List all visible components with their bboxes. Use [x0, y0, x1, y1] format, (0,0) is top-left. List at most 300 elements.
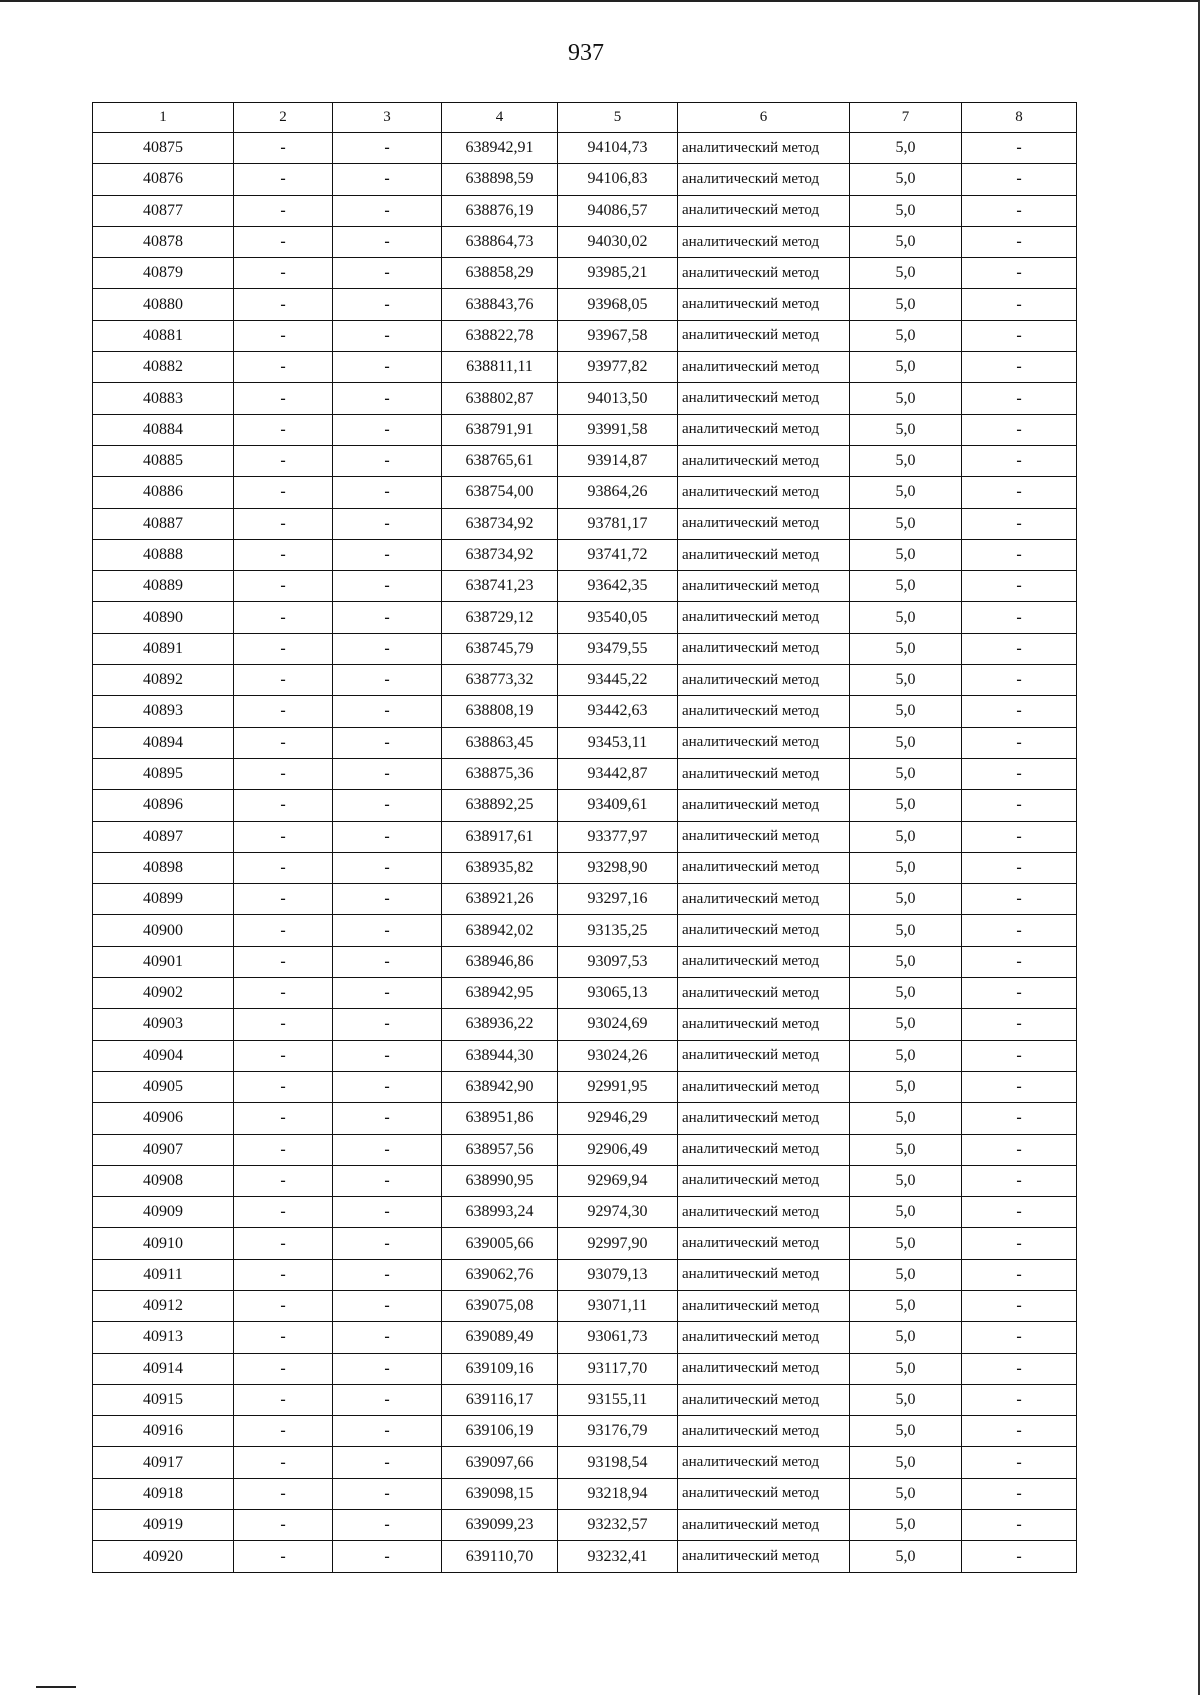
cell-col-2: -: [234, 477, 333, 508]
cell-point-number: 40903: [93, 1009, 234, 1040]
table-row: [93, 445, 1077, 476]
cell-col-8: -: [962, 1165, 1077, 1196]
cell-point-number: 40902: [93, 978, 234, 1009]
cell-col-3: -: [333, 1416, 442, 1447]
cell-coordinate-x: 638822,78: [442, 320, 558, 351]
cell-coordinate-y: 94086,57: [558, 195, 678, 226]
cell-col-3: -: [333, 258, 442, 289]
column-header-4: 4: [442, 103, 558, 133]
cell-col-8: -: [962, 477, 1077, 508]
cell-col-2: -: [234, 1353, 333, 1384]
cell-coordinate-x: 638990,95: [442, 1165, 558, 1196]
cell-col-2: -: [234, 1290, 333, 1321]
cell-col-2: -: [234, 884, 333, 915]
table-body: [93, 133, 1077, 1573]
cell-coordinate-x: 639005,66: [442, 1228, 558, 1259]
cell-col-3: -: [333, 1290, 442, 1321]
cell-method: аналитический метод: [678, 1384, 850, 1415]
table-container: [92, 102, 1076, 1573]
cell-accuracy: 5,0: [850, 727, 962, 758]
cell-point-number: 40884: [93, 414, 234, 445]
cell-col-3: -: [333, 571, 442, 602]
cell-coordinate-x: 638942,90: [442, 1071, 558, 1102]
cell-accuracy: 5,0: [850, 978, 962, 1009]
cell-accuracy: 5,0: [850, 320, 962, 351]
table-row: [93, 884, 1077, 915]
cell-coordinate-x: 638745,79: [442, 633, 558, 664]
cell-method: аналитический метод: [678, 1228, 850, 1259]
cell-col-2: -: [234, 602, 333, 633]
cell-col-8: -: [962, 258, 1077, 289]
cell-method: аналитический метод: [678, 852, 850, 883]
table-row: [93, 1103, 1077, 1134]
cell-accuracy: 5,0: [850, 665, 962, 696]
cell-col-8: -: [962, 1416, 1077, 1447]
cell-coordinate-y: 93985,21: [558, 258, 678, 289]
column-header-5: 5: [558, 103, 678, 133]
cell-col-8: -: [962, 633, 1077, 664]
cell-accuracy: 5,0: [850, 414, 962, 445]
cell-coordinate-y: 93967,58: [558, 320, 678, 351]
table-row: [93, 852, 1077, 883]
cell-point-number: 40877: [93, 195, 234, 226]
cell-col-2: -: [234, 164, 333, 195]
cell-coordinate-y: 93079,13: [558, 1259, 678, 1290]
cell-coordinate-y: 92969,94: [558, 1165, 678, 1196]
cell-method: аналитический метод: [678, 821, 850, 852]
cell-col-3: -: [333, 696, 442, 727]
cell-col-3: -: [333, 915, 442, 946]
cell-col-3: -: [333, 164, 442, 195]
cell-coordinate-x: 638802,87: [442, 383, 558, 414]
cell-coordinate-y: 93176,79: [558, 1416, 678, 1447]
cell-col-3: -: [333, 758, 442, 789]
table-row: [93, 164, 1077, 195]
table-row: [93, 1071, 1077, 1102]
cell-coordinate-x: 638875,36: [442, 758, 558, 789]
table-row: [93, 571, 1077, 602]
cell-col-2: -: [234, 1322, 333, 1353]
cell-point-number: 40891: [93, 633, 234, 664]
cell-col-3: -: [333, 1165, 442, 1196]
cell-col-2: -: [234, 1510, 333, 1541]
cell-accuracy: 5,0: [850, 1197, 962, 1228]
cell-accuracy: 5,0: [850, 1510, 962, 1541]
cell-col-3: -: [333, 1040, 442, 1071]
cell-col-8: -: [962, 852, 1077, 883]
cell-point-number: 40920: [93, 1541, 234, 1572]
column-header-7: 7: [850, 103, 962, 133]
cell-coordinate-y: 93377,97: [558, 821, 678, 852]
cell-col-2: -: [234, 978, 333, 1009]
cell-col-2: -: [234, 383, 333, 414]
cell-coordinate-y: 92974,30: [558, 1197, 678, 1228]
cell-point-number: 40918: [93, 1478, 234, 1509]
cell-point-number: 40893: [93, 696, 234, 727]
cell-col-2: -: [234, 571, 333, 602]
cell-col-2: -: [234, 320, 333, 351]
cell-col-3: -: [333, 1384, 442, 1415]
table-row: [93, 258, 1077, 289]
cell-col-3: -: [333, 477, 442, 508]
cell-point-number: 40906: [93, 1103, 234, 1134]
cell-method: аналитический метод: [678, 1290, 850, 1321]
cell-method: аналитический метод: [678, 1040, 850, 1071]
cell-col-2: -: [234, 1384, 333, 1415]
cell-col-8: -: [962, 1447, 1077, 1478]
cell-accuracy: 5,0: [850, 1071, 962, 1102]
cell-col-8: -: [962, 508, 1077, 539]
table-row: [93, 539, 1077, 570]
cell-col-2: -: [234, 915, 333, 946]
cell-accuracy: 5,0: [850, 1322, 962, 1353]
cell-col-8: -: [962, 195, 1077, 226]
cell-coordinate-x: 638754,00: [442, 477, 558, 508]
cell-point-number: 40915: [93, 1384, 234, 1415]
table-row: [93, 978, 1077, 1009]
cell-coordinate-x: 639099,23: [442, 1510, 558, 1541]
cell-col-8: -: [962, 1009, 1077, 1040]
cell-coordinate-x: 639106,19: [442, 1416, 558, 1447]
cell-coordinate-y: 93198,54: [558, 1447, 678, 1478]
cell-point-number: 40889: [93, 571, 234, 602]
cell-coordinate-x: 638843,76: [442, 289, 558, 320]
cell-coordinate-x: 638942,91: [442, 133, 558, 164]
cell-point-number: 40888: [93, 539, 234, 570]
cell-col-8: -: [962, 226, 1077, 257]
cell-point-number: 40876: [93, 164, 234, 195]
cell-coordinate-y: 93642,35: [558, 571, 678, 602]
cell-coordinate-x: 638858,29: [442, 258, 558, 289]
cell-col-8: -: [962, 665, 1077, 696]
cell-coordinate-x: 638942,02: [442, 915, 558, 946]
cell-col-3: -: [333, 884, 442, 915]
cell-accuracy: 5,0: [850, 195, 962, 226]
table-row: [93, 1447, 1077, 1478]
table-row: [93, 1197, 1077, 1228]
cell-point-number: 40886: [93, 477, 234, 508]
cell-accuracy: 5,0: [850, 946, 962, 977]
cell-col-3: -: [333, 1071, 442, 1102]
cell-col-8: -: [962, 946, 1077, 977]
cell-coordinate-x: 638741,23: [442, 571, 558, 602]
cell-col-2: -: [234, 133, 333, 164]
cell-accuracy: 5,0: [850, 164, 962, 195]
cell-col-3: -: [333, 1322, 442, 1353]
cell-coordinate-x: 639109,16: [442, 1353, 558, 1384]
table-row: [93, 602, 1077, 633]
cell-method: аналитический метод: [678, 758, 850, 789]
column-header-3: 3: [333, 103, 442, 133]
cell-col-3: -: [333, 383, 442, 414]
cell-col-8: -: [962, 790, 1077, 821]
cell-method: аналитический метод: [678, 1103, 850, 1134]
cell-point-number: 40882: [93, 352, 234, 383]
cell-coordinate-x: 638773,32: [442, 665, 558, 696]
cell-col-3: -: [333, 539, 442, 570]
cell-point-number: 40899: [93, 884, 234, 915]
cell-accuracy: 5,0: [850, 508, 962, 539]
cell-col-3: -: [333, 1228, 442, 1259]
cell-coordinate-x: 638917,61: [442, 821, 558, 852]
cell-point-number: 40916: [93, 1416, 234, 1447]
cell-coordinate-y: 93232,57: [558, 1510, 678, 1541]
cell-col-8: -: [962, 1134, 1077, 1165]
cell-point-number: 40905: [93, 1071, 234, 1102]
cell-point-number: 40880: [93, 289, 234, 320]
cell-accuracy: 5,0: [850, 1134, 962, 1165]
table-row: [93, 1322, 1077, 1353]
table-row: [93, 289, 1077, 320]
cell-col-8: -: [962, 320, 1077, 351]
cell-accuracy: 5,0: [850, 477, 962, 508]
cell-col-3: -: [333, 1197, 442, 1228]
cell-col-3: -: [333, 508, 442, 539]
cell-col-8: -: [962, 821, 1077, 852]
cell-method: аналитический метод: [678, 226, 850, 257]
cell-accuracy: 5,0: [850, 1009, 962, 1040]
cell-coordinate-y: 93442,63: [558, 696, 678, 727]
cell-method: аналитический метод: [678, 289, 850, 320]
cell-accuracy: 5,0: [850, 383, 962, 414]
table-row: [93, 226, 1077, 257]
cell-accuracy: 5,0: [850, 571, 962, 602]
cell-method: аналитический метод: [678, 352, 850, 383]
cell-coordinate-x: 639075,08: [442, 1290, 558, 1321]
cell-col-2: -: [234, 1165, 333, 1196]
cell-coordinate-y: 93445,22: [558, 665, 678, 696]
cell-col-3: -: [333, 1103, 442, 1134]
table-row: [93, 477, 1077, 508]
cell-col-2: -: [234, 790, 333, 821]
cell-method: аналитический метод: [678, 1447, 850, 1478]
table-row: [93, 352, 1077, 383]
cell-coordinate-x: 638951,86: [442, 1103, 558, 1134]
cell-col-3: -: [333, 1541, 442, 1572]
cell-coordinate-x: 638892,25: [442, 790, 558, 821]
cell-point-number: 40900: [93, 915, 234, 946]
cell-col-3: -: [333, 790, 442, 821]
cell-coordinate-x: 638734,92: [442, 508, 558, 539]
cell-col-2: -: [234, 1478, 333, 1509]
cell-col-3: -: [333, 1259, 442, 1290]
cell-coordinate-x: 639098,15: [442, 1478, 558, 1509]
cell-accuracy: 5,0: [850, 1416, 962, 1447]
cell-col-2: -: [234, 258, 333, 289]
cell-coordinate-x: 638729,12: [442, 602, 558, 633]
cell-method: аналитический метод: [678, 915, 850, 946]
cell-method: аналитический метод: [678, 1541, 850, 1572]
cell-col-3: -: [333, 289, 442, 320]
cell-point-number: 40917: [93, 1447, 234, 1478]
cell-accuracy: 5,0: [850, 821, 962, 852]
cell-col-3: -: [333, 414, 442, 445]
table-row: [93, 665, 1077, 696]
cell-method: аналитический метод: [678, 1071, 850, 1102]
cell-coordinate-y: 93298,90: [558, 852, 678, 883]
cell-col-2: -: [234, 1040, 333, 1071]
cell-col-2: -: [234, 1541, 333, 1572]
table-row: [93, 758, 1077, 789]
cell-col-3: -: [333, 727, 442, 758]
cell-coordinate-x: 639110,70: [442, 1541, 558, 1572]
cell-method: аналитический метод: [678, 320, 850, 351]
cell-col-8: -: [962, 696, 1077, 727]
cell-accuracy: 5,0: [850, 790, 962, 821]
cell-coordinate-y: 93864,26: [558, 477, 678, 508]
cell-col-3: -: [333, 602, 442, 633]
cell-col-3: -: [333, 978, 442, 1009]
cell-method: аналитический метод: [678, 195, 850, 226]
cell-coordinate-x: 639097,66: [442, 1447, 558, 1478]
table-row: [93, 1228, 1077, 1259]
table-header-row: [93, 103, 1077, 133]
cell-col-3: -: [333, 1447, 442, 1478]
cell-coordinate-x: 638734,92: [442, 539, 558, 570]
cell-coordinate-y: 94106,83: [558, 164, 678, 195]
cell-coordinate-y: 93914,87: [558, 445, 678, 476]
cell-coordinate-y: 93442,87: [558, 758, 678, 789]
cell-col-2: -: [234, 852, 333, 883]
cell-coordinate-x: 638935,82: [442, 852, 558, 883]
cell-col-8: -: [962, 758, 1077, 789]
cell-col-2: -: [234, 1447, 333, 1478]
table-row: [93, 696, 1077, 727]
cell-method: аналитический метод: [678, 1165, 850, 1196]
cell-col-8: -: [962, 1353, 1077, 1384]
cell-coordinate-y: 93991,58: [558, 414, 678, 445]
cell-col-2: -: [234, 1416, 333, 1447]
page-number: 937: [568, 40, 604, 66]
cell-point-number: 40912: [93, 1290, 234, 1321]
cell-coordinate-y: 92997,90: [558, 1228, 678, 1259]
cell-accuracy: 5,0: [850, 352, 962, 383]
cell-col-2: -: [234, 508, 333, 539]
cell-coordinate-x: 638765,61: [442, 445, 558, 476]
cell-col-2: -: [234, 1103, 333, 1134]
cell-accuracy: 5,0: [850, 258, 962, 289]
cell-point-number: 40892: [93, 665, 234, 696]
cell-method: аналитический метод: [678, 133, 850, 164]
cell-method: аналитический метод: [678, 1322, 850, 1353]
cell-coordinate-x: 638944,30: [442, 1040, 558, 1071]
cell-col-2: -: [234, 665, 333, 696]
table-row: [93, 508, 1077, 539]
cell-col-2: -: [234, 445, 333, 476]
cell-col-8: -: [962, 1384, 1077, 1415]
cell-col-2: -: [234, 1009, 333, 1040]
cell-col-8: -: [962, 1228, 1077, 1259]
cell-accuracy: 5,0: [850, 1259, 962, 1290]
table-row: [93, 1165, 1077, 1196]
coordinates-table: [92, 102, 1077, 1573]
cell-point-number: 40898: [93, 852, 234, 883]
cell-col-2: -: [234, 696, 333, 727]
cell-col-8: -: [962, 1197, 1077, 1228]
cell-accuracy: 5,0: [850, 633, 962, 664]
cell-point-number: 40879: [93, 258, 234, 289]
table-row: [93, 727, 1077, 758]
cell-accuracy: 5,0: [850, 226, 962, 257]
cell-accuracy: 5,0: [850, 1353, 962, 1384]
cell-point-number: 40908: [93, 1165, 234, 1196]
cell-method: аналитический метод: [678, 571, 850, 602]
cell-col-3: -: [333, 1353, 442, 1384]
cell-method: аналитический метод: [678, 1353, 850, 1384]
table-row: [93, 320, 1077, 351]
cell-coordinate-x: 638993,24: [442, 1197, 558, 1228]
cell-point-number: 40895: [93, 758, 234, 789]
cell-col-8: -: [962, 1322, 1077, 1353]
cell-col-3: -: [333, 352, 442, 383]
table-row: [93, 1290, 1077, 1321]
cell-col-2: -: [234, 727, 333, 758]
cell-accuracy: 5,0: [850, 539, 962, 570]
cell-method: аналитический метод: [678, 383, 850, 414]
cell-col-3: -: [333, 1134, 442, 1165]
cell-method: аналитический метод: [678, 946, 850, 977]
cell-point-number: 40904: [93, 1040, 234, 1071]
cell-col-3: -: [333, 946, 442, 977]
cell-col-2: -: [234, 946, 333, 977]
cell-col-2: -: [234, 1259, 333, 1290]
cell-coordinate-y: 93741,72: [558, 539, 678, 570]
cell-coordinate-x: 638864,73: [442, 226, 558, 257]
cell-accuracy: 5,0: [850, 1447, 962, 1478]
cell-coordinate-x: 639089,49: [442, 1322, 558, 1353]
cell-method: аналитический метод: [678, 508, 850, 539]
cell-accuracy: 5,0: [850, 1228, 962, 1259]
cell-method: аналитический метод: [678, 1416, 850, 1447]
cell-accuracy: 5,0: [850, 1290, 962, 1321]
cell-coordinate-y: 93135,25: [558, 915, 678, 946]
cell-point-number: 40887: [93, 508, 234, 539]
column-header-6: 6: [678, 103, 850, 133]
cell-col-2: -: [234, 226, 333, 257]
cell-col-2: -: [234, 1197, 333, 1228]
cell-col-2: -: [234, 758, 333, 789]
cell-col-3: -: [333, 1510, 442, 1541]
cell-accuracy: 5,0: [850, 1478, 962, 1509]
cell-col-8: -: [962, 1259, 1077, 1290]
column-header-2: 2: [234, 103, 333, 133]
table-row: [93, 383, 1077, 414]
cell-method: аналитический метод: [678, 164, 850, 195]
cell-accuracy: 5,0: [850, 133, 962, 164]
column-header-1: 1: [93, 103, 234, 133]
cell-coordinate-x: 638808,19: [442, 696, 558, 727]
cell-col-2: -: [234, 633, 333, 664]
cell-point-number: 40878: [93, 226, 234, 257]
cell-point-number: 40896: [93, 790, 234, 821]
cell-col-8: -: [962, 289, 1077, 320]
cell-col-8: -: [962, 445, 1077, 476]
cell-method: аналитический метод: [678, 1009, 850, 1040]
table-row: [93, 1510, 1077, 1541]
cell-point-number: 40919: [93, 1510, 234, 1541]
cell-point-number: 40883: [93, 383, 234, 414]
cell-coordinate-y: 93409,61: [558, 790, 678, 821]
cell-point-number: 40897: [93, 821, 234, 852]
cell-col-2: -: [234, 195, 333, 226]
cell-coordinate-y: 93479,55: [558, 633, 678, 664]
table-row: [93, 821, 1077, 852]
table-row: [93, 414, 1077, 445]
cell-coordinate-x: 638942,95: [442, 978, 558, 1009]
cell-coordinate-x: 638791,91: [442, 414, 558, 445]
cell-coordinate-y: 93117,70: [558, 1353, 678, 1384]
cell-col-2: -: [234, 821, 333, 852]
